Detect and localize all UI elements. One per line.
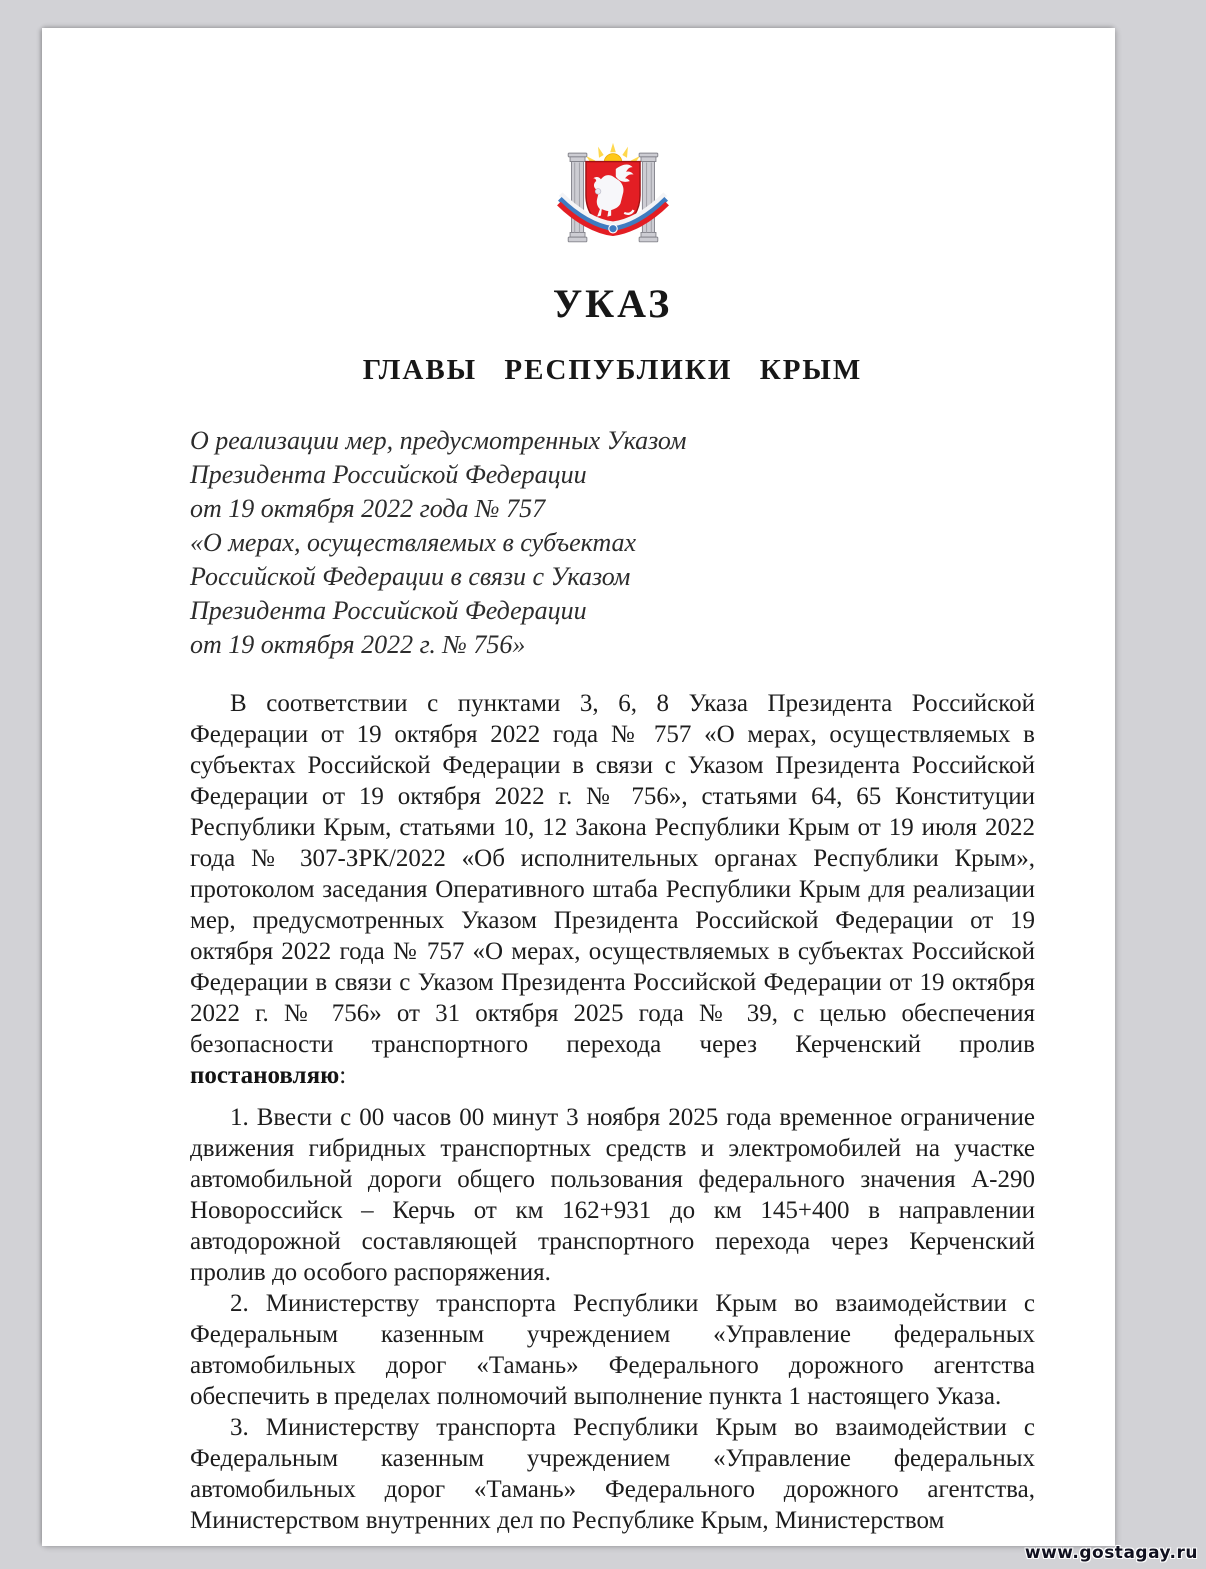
subject-line: Российской Федерации в связи с Указом (190, 562, 631, 591)
subject-line: «О мерах, осуществляемых в субъектах (190, 528, 637, 557)
left-column-icon (568, 153, 587, 242)
watermark: www.gostagay.ru (1024, 1543, 1198, 1563)
document-content (42, 140, 1115, 1536)
right-column-icon (639, 153, 658, 242)
subject-line: Президента Российской Федерации (190, 460, 587, 489)
subject-line: О реализации мер, предусмотренных Указом (190, 426, 687, 455)
subject-line: Президента Российской Федерации (190, 596, 587, 625)
decree-item-1: 1. Ввести с 00 часов 00 минут 3 ноября 2025 года временное ограничение движения гибридных транспортных средств и электромобилей на участке автомобильной дороги общего пользования федерального значения А-290 Новороссийск – Керчь от км 162+931 до км 145+400 в направлении автодорожной составляющей транспортного перехода через Керченский пролив до особого распоряжения. (190, 1104, 1035, 1286)
crimea-coat-of-arms-icon (557, 140, 669, 254)
document-subject-block (190, 424, 1035, 662)
document-page (42, 28, 1115, 1546)
subject-line: от 19 октября 2022 г. № 756» (190, 630, 526, 659)
subject-line: от 19 октября 2022 года № 757 (190, 494, 546, 523)
decree-item-2: 2. Министерству транспорта Республики Крым во взаимодействии с Федеральным казенным учреждением «Управление федеральных автомобильных дорог «Тамань» Федерального дорожного агентства обеспечить в пределах полномочий выполнение пункта 1 настоящего Указа. (190, 1290, 1035, 1410)
document-subtitle: ГЛАВЫ РЕСПУБЛИКИ КРЫМ (362, 354, 863, 386)
resolve-colon: : (339, 1062, 347, 1089)
decree-item-3: 3. Министерству транспорта Республики Крым во взаимодействии с Федеральным казенным учреждением «Управление федеральных автомобильных дорог «Тамань» Федерального дорожного агентства, Министерством внутренних дел по Республике Крым, Министерством (190, 1414, 1035, 1534)
resolve-clause (190, 1060, 1035, 1091)
resolve-word: постановляю (190, 1062, 340, 1089)
preamble-paragraph: В соответствии с пунктами 3, 6, 8 Указа Президента Российской Федерации от 19 октября 2022 года № 757 «О мерах, осуществляемых в субъектах Российской Федерации в связи с Указом Президента Российской Федерации от 19 октября 2022 г. № 756», статьями 64, 65 Конституции Республики Крым, статьями 10, 12 Закона Республики Крым от 19 июля 2022 года № 307-ЗРК/2022 «Об исполнительных органах Республики Крым», протоколом заседания Оперативного штаба Республики Крым для реализации мер, предусмотренных Указом Президента Российской Федерации от 19 октября 2022 года № 757 «О мерах, осуществляемых в субъектах Российской Федерации в связи с Указом Президента Российской Федерации от 19 октября 2022 г. № 756» от 31 октября 2025 года № 39, с целью обеспечения безопасности транспортного перехода через Керченский пролив (190, 690, 1035, 1058)
document-title: УКАЗ (552, 281, 673, 326)
